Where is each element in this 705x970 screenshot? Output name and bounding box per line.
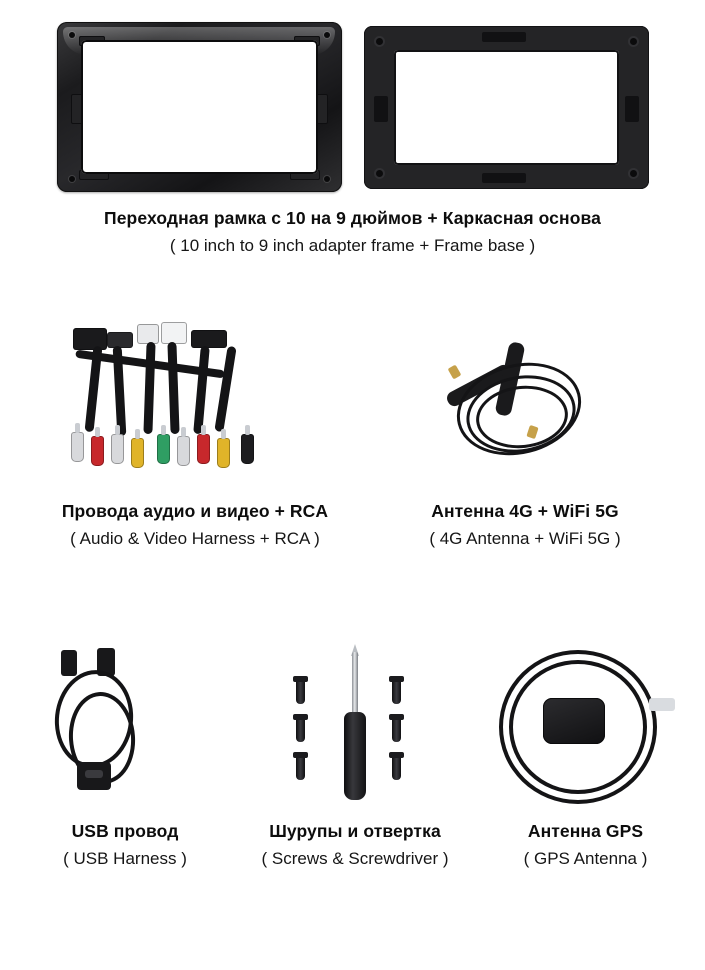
caption-ru: Антенна GPS xyxy=(527,821,644,841)
item-usb-harness xyxy=(20,640,230,869)
cable xyxy=(193,346,210,434)
frame-tab xyxy=(316,94,328,124)
screw-icon xyxy=(392,718,401,742)
connector-block xyxy=(191,330,227,348)
gps-puck xyxy=(543,698,605,744)
frame-base-photo xyxy=(364,26,649,189)
gloss-highlight xyxy=(63,27,335,55)
caption-ru: Переходная рамка с 10 на 9 дюймов + Каркасная основа xyxy=(104,208,601,228)
frames-photo-group xyxy=(0,22,705,197)
rca-plug-white xyxy=(71,432,84,462)
usb-harness-photo xyxy=(35,640,215,815)
screw-icon xyxy=(392,756,401,780)
rca-plug-white xyxy=(111,434,124,464)
connector-block-white xyxy=(137,324,159,344)
cable xyxy=(143,342,155,434)
usb-port-slot xyxy=(85,770,103,778)
caption-adapter-frame xyxy=(0,208,705,256)
rca-plug-yellow xyxy=(131,438,144,468)
gps-connector xyxy=(649,698,675,711)
sma-connector-icon xyxy=(448,365,462,380)
frame-slot xyxy=(482,173,526,183)
screw-icon xyxy=(392,680,401,704)
item-screws-screwdriver xyxy=(240,640,470,869)
av-harness-photo xyxy=(45,320,345,495)
caption-usb-harness xyxy=(63,821,187,869)
rca-plug-black xyxy=(241,434,254,464)
item-gps-antenna xyxy=(478,640,693,869)
mount-hole-icon xyxy=(376,38,383,45)
cable xyxy=(167,342,179,434)
caption-en: ( 10 inch to 9 inch adapter frame + Frame base ) xyxy=(169,236,536,255)
caption-en: ( Screws & Screwdriver ) xyxy=(261,849,449,868)
caption-gps-antenna xyxy=(524,821,648,869)
row-harness-antenna xyxy=(0,320,705,610)
usb-connector xyxy=(61,650,77,676)
screw-icon xyxy=(296,718,305,742)
mount-hole-icon xyxy=(630,38,637,45)
frame-tab xyxy=(79,36,105,46)
frame-tab xyxy=(290,170,320,180)
item-av-harness xyxy=(30,320,360,549)
caption-en: ( GPS Antenna ) xyxy=(523,849,648,868)
screw-hole-icon xyxy=(324,32,330,38)
caption-4g-wifi-antenna xyxy=(429,501,620,549)
rca-plug-red xyxy=(197,434,210,464)
antenna-4g-wifi-photo xyxy=(410,320,640,495)
screwdriver-handle xyxy=(344,712,366,800)
row-usb-tools-gps xyxy=(0,640,705,950)
screw-hole-icon xyxy=(69,32,75,38)
mount-hole-icon xyxy=(630,170,637,177)
caption-av-harness xyxy=(62,501,328,549)
screw-icon xyxy=(296,756,305,780)
item-4g-wifi-antenna xyxy=(370,320,680,549)
caption-ru: Антенна 4G + WiFi 5G xyxy=(431,501,619,521)
cable xyxy=(214,346,236,432)
gps-antenna-photo xyxy=(491,640,681,815)
caption-en: ( 4G Antenna + WiFi 5G ) xyxy=(429,529,621,548)
row-frames xyxy=(0,0,705,300)
rca-plug-white xyxy=(177,436,190,466)
connector-block xyxy=(73,328,107,350)
frame-slot xyxy=(625,96,639,122)
screw-icon xyxy=(296,680,305,704)
mount-hole-icon xyxy=(376,170,383,177)
rca-plug-green xyxy=(157,434,170,464)
screwdriver-shaft xyxy=(352,652,358,714)
frame-tab xyxy=(294,36,320,46)
adapter-frame-photo xyxy=(57,22,342,192)
screws-screwdriver-photo xyxy=(260,640,450,815)
screw-hole-icon xyxy=(324,176,330,182)
caption-ru: USB провод xyxy=(71,821,179,841)
frame-slot xyxy=(374,96,388,122)
rca-plug-red xyxy=(91,436,104,466)
caption-ru: Провода аудио и видео + RCA xyxy=(61,501,329,521)
frame-tab xyxy=(79,170,109,180)
rca-plug-yellow xyxy=(217,438,230,468)
caption-screws-screwdriver xyxy=(261,821,448,869)
screw-hole-icon xyxy=(69,176,75,182)
caption-ru: Шурупы и отвертка xyxy=(269,821,441,841)
frame-tab xyxy=(71,94,83,124)
connector-block xyxy=(107,332,133,348)
connector-block-white xyxy=(161,322,187,344)
frame-slot xyxy=(482,32,526,42)
caption-en: ( Audio & Video Harness + RCA ) xyxy=(70,529,320,548)
caption-en: ( USB Harness ) xyxy=(63,849,187,868)
